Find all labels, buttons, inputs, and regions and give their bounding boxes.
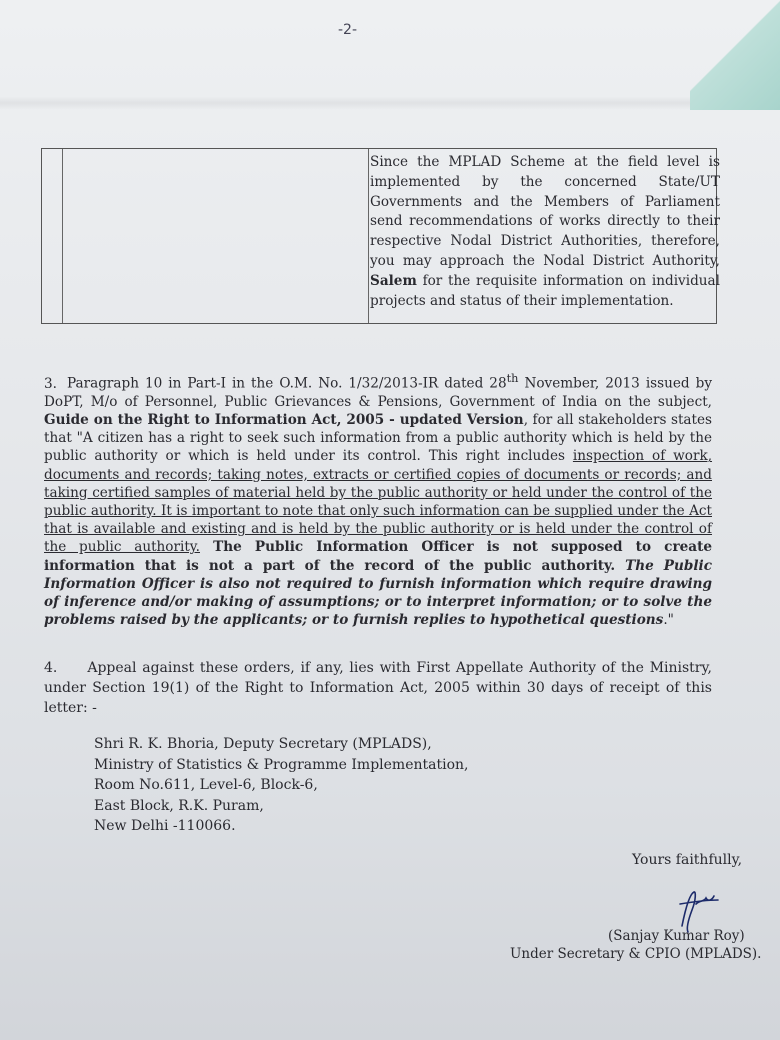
guide-title: Guide on the Right to Information Act, 2005 - updated Version [44, 411, 524, 428]
signatory-title: Under Secretary & CPIO (MPLADS). [510, 946, 762, 962]
table-divider [368, 149, 369, 323]
underlined-excerpt: inspection of work, documents and records; taking notes, extracts or certified copies of documents or records; and taking certified samples of material held by the public authority or held under the control of the public authority. It is important to note that only such information can be supplied under the Act that is available and existing and is held by the public authority or is held under the control of the public authority. [44, 448, 713, 556]
table-cell-reply: Since the MPLAD Scheme at the field level is implemented by the concerned State/UT Governments and the Members of Parliament send recommendations of works directly to their respective Nodal District Authorities, therefore, you may approach the Nodal District Authority, Salem for the requisite information on individual projects and status of their implementation. [370, 154, 720, 309]
bold-excerpt: The Public Information Officer is not supposed to create information that is not a part of the record of the public authority. [44, 539, 713, 574]
paragraph-number: 4. [44, 660, 58, 676]
page-number: -2- [338, 22, 358, 38]
appellate-address [94, 734, 468, 837]
paragraph-4: 4. Appeal against these orders, if any, lies with First Appellate Authority of the Ministry, under Section 19(1) of the Right to Information Act, 2005 within 30 days of receipt of this letter: - [44, 660, 712, 716]
bold-italic-excerpt: The Public Information Officer is also not required to furnish information which require drawing of inference and/or making of assumptions; or to interpret information; or to solve the problems raised by the applicants; or to furnish replies to hypothetical questions [44, 557, 712, 629]
closing-salutation: Yours faithfully, [632, 852, 743, 868]
paper-fold [0, 96, 780, 110]
reply-table [41, 148, 720, 324]
table-divider [62, 149, 63, 323]
address-line: Room No.611, Level-6, Block-6, [94, 777, 318, 794]
address-line: Ministry of Statistics & Programme Implementation, [94, 756, 469, 773]
district-name: Salem [370, 272, 417, 289]
address-line: Shri R. K. Bhoria, Deputy Secretary (MPLADS), [94, 736, 432, 752]
paragraph-number: 3. [44, 375, 57, 392]
address-line: East Block, R.K. Puram, [94, 797, 264, 814]
signatory-name: (Sanjay Kumar Roy) [608, 928, 745, 944]
paragraph-3: 3. Paragraph 10 in Part-I in the O.M. No. 1/32/2013-IR dated 28th November, 2013 issued by DoPT, M/o of Personnel, Public Grievances & Pensions, Government of India on the subject, Guide on the Right to Information Act, 2005 - updated Version, for all stakeholders states that "A citizen has a right to seek such information from a public authority which is held by the public authority or which is held under its control. This right includes inspection of work, documents and records; taking notes, extracts or certified copies of documents or records; and taking certified samples of material held by the public authority or held under the control of the public authority. It is important to note that only such information can be supplied under the Act that is available and existing and is held by the public authority or is held under the control of the public authority. The Public Information Officer is not supposed to create information that is not a part of the record of the public authority. The Public Information Officer is also not required to furnish information which require drawing of inference and/or making of assumptions; or to interpret information; or to solve the problems raised by the applicants; or to furnish replies to hypothetical questions." [44, 371, 713, 629]
address-line: New Delhi -110066. [94, 818, 236, 835]
superscript: th [506, 371, 519, 385]
paper-corner [690, 0, 780, 110]
